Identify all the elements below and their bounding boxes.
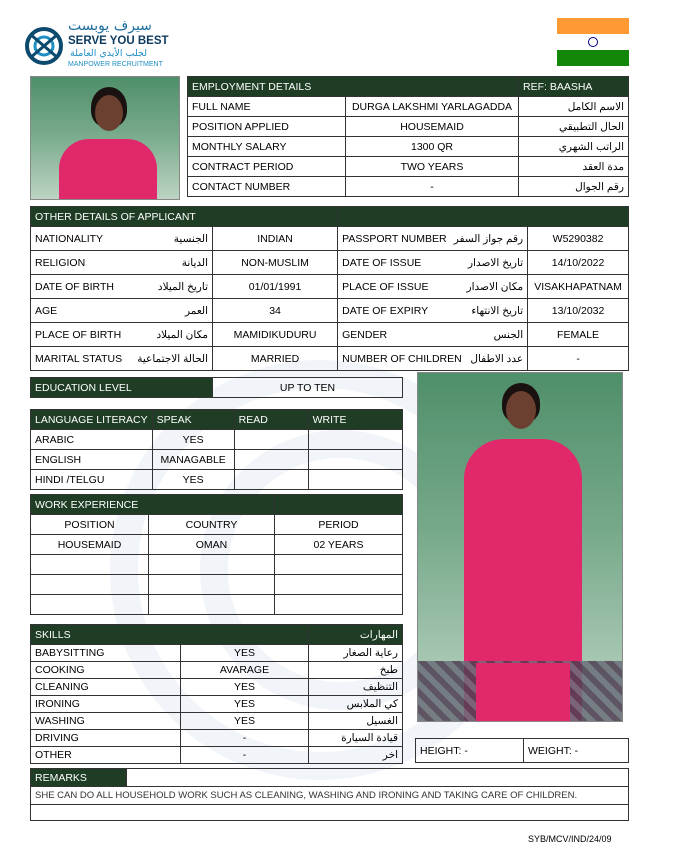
table-row <box>31 662 403 679</box>
row-label-ar: مدة العقد <box>519 157 629 177</box>
row-label-ar: الحال التطبيقي <box>519 117 629 137</box>
work-header-blank <box>275 495 403 515</box>
row-label: CONTRACT PERIOD <box>188 157 346 177</box>
row-label: POSITION APPLIED <box>188 117 346 137</box>
table-row <box>31 747 403 764</box>
document-code: SYB/MCV/IND/24/09 <box>528 834 612 844</box>
row-value: DURGA LAKSHMI YARLAGADDA <box>346 97 519 117</box>
position-value <box>31 595 149 615</box>
skill-label-ar: اخر <box>309 747 403 764</box>
company-logo-icon <box>24 24 64 68</box>
skill-label: WASHING <box>31 713 181 730</box>
row-value: 1300 QR <box>346 137 519 157</box>
weight-value: WEIGHT: - <box>524 739 629 763</box>
logo-arabic: سيرف يوبست <box>68 18 152 34</box>
label-ar: مكان الميلاد <box>156 328 208 341</box>
row-label: MONTHLY SALARY <box>188 137 346 157</box>
table-row <box>31 450 403 470</box>
write-value <box>308 450 402 470</box>
table-row <box>188 97 629 117</box>
logo-name: SERVE YOU BEST <box>68 35 169 47</box>
row-label <box>31 275 213 299</box>
label-ar: رقم جواز السفر <box>453 232 524 245</box>
logo-arabic-sub: لجلب الأيدي العاملة <box>70 48 148 59</box>
skill-label: COOKING <box>31 662 181 679</box>
row-value: W5290382 <box>528 227 629 251</box>
skill-label: CLEANING <box>31 679 181 696</box>
chakra-icon <box>588 37 598 47</box>
label-en: PLACE OF ISSUE <box>342 280 429 293</box>
row-label-ar: رقم الجوال <box>519 177 629 197</box>
row-value: INDIAN <box>213 227 338 251</box>
skill-label: BABYSITTING <box>31 645 181 662</box>
row-value: MARRIED <box>213 347 338 371</box>
table-row <box>188 117 629 137</box>
table-row <box>31 575 403 595</box>
other-details-header: OTHER DETAILS OF APPLICANT <box>31 207 338 227</box>
skill-label: DRIVING <box>31 730 181 747</box>
label-en: GENDER <box>342 328 388 341</box>
height-value: HEIGHT: - <box>416 739 524 763</box>
ref-label: REF: BAASHA <box>519 77 629 97</box>
label-en: DATE OF BIRTH <box>35 280 114 293</box>
remarks-header: REMARKS <box>31 769 127 787</box>
table-row <box>188 137 629 157</box>
row-value: NON-MUSLIM <box>213 251 338 275</box>
label-ar: الجنسية <box>173 232 208 245</box>
skill-label: OTHER <box>31 747 181 764</box>
skill-value: - <box>181 730 309 747</box>
work-experience-table <box>30 494 403 615</box>
row-label <box>338 275 528 299</box>
row-label <box>338 323 528 347</box>
table-row <box>31 227 629 251</box>
applicant-photo-full <box>417 372 623 722</box>
table-row <box>188 177 629 197</box>
row-value: - <box>346 177 519 197</box>
skills-header-ar: المهارات <box>309 625 403 645</box>
row-label <box>31 251 213 275</box>
read-value <box>234 470 308 490</box>
read-header: READ <box>234 410 308 430</box>
row-value: TWO YEARS <box>346 157 519 177</box>
logo-sub: MANPOWER RECRUITMENT <box>68 61 163 68</box>
label-en: NATIONALITY <box>35 232 104 245</box>
row-value: 13/10/2032 <box>528 299 629 323</box>
table-row <box>31 515 403 535</box>
period-value <box>275 575 403 595</box>
skill-label-ar: طبخ <box>309 662 403 679</box>
skill-label-ar: التنظيف <box>309 679 403 696</box>
table-row <box>31 323 629 347</box>
period-value: 02 YEARS <box>275 535 403 555</box>
position-value: HOUSEMAID <box>31 535 149 555</box>
table-row <box>31 275 629 299</box>
language-table <box>30 409 403 490</box>
face <box>95 95 123 131</box>
skill-label: IRONING <box>31 696 181 713</box>
table-row <box>31 535 403 555</box>
row-value: 14/10/2022 <box>528 251 629 275</box>
speak-value: MANAGABLE <box>152 450 234 470</box>
table-row <box>31 645 403 662</box>
label-ar: مكان الاصدار <box>466 280 524 293</box>
period-col: PERIOD <box>275 515 403 535</box>
position-value <box>31 575 149 595</box>
skill-label-ar: الغسيل <box>309 713 403 730</box>
row-label <box>338 299 528 323</box>
row-value: MAMIDIKUDURU <box>213 323 338 347</box>
skills-header: SKILLS <box>31 625 309 645</box>
speak-value: YES <box>152 430 234 450</box>
label-ar: عدد الاطفال <box>470 352 524 365</box>
skill-value: YES <box>181 696 309 713</box>
row-label <box>338 251 528 275</box>
table-row <box>31 347 629 371</box>
row-value: - <box>528 347 629 371</box>
speak-header: SPEAK <box>152 410 234 430</box>
skill-value: YES <box>181 713 309 730</box>
row-value: 01/01/1991 <box>213 275 338 299</box>
skill-value: YES <box>181 679 309 696</box>
label-en: RELIGION <box>35 256 86 269</box>
table-row <box>31 713 403 730</box>
skills-table <box>30 624 403 764</box>
row-label <box>31 323 213 347</box>
row-label <box>31 347 213 371</box>
other-details-header-blank <box>338 207 629 227</box>
row-label <box>338 227 528 251</box>
saree-hem <box>476 663 570 722</box>
table-row <box>31 251 629 275</box>
face <box>506 391 536 429</box>
remarks-text: SHE CAN DO ALL HOUSEHOLD WORK SUCH AS CLEANING, WASHING AND IRONING AND TAKING CARE OF CHILDREN. <box>31 787 629 805</box>
label-ar: تاريخ الاصدار <box>467 256 524 269</box>
write-value <box>308 430 402 450</box>
table-row <box>31 555 403 575</box>
row-label <box>31 299 213 323</box>
write-header: WRITE <box>308 410 402 430</box>
country-col: COUNTRY <box>149 515 275 535</box>
skill-label-ar: كي الملابس <box>309 696 403 713</box>
country-value <box>149 575 275 595</box>
language-header: LANGUAGE LITERACY <box>31 410 153 430</box>
row-label <box>31 227 213 251</box>
label-en: AGE <box>35 304 58 317</box>
row-value: VISAKHAPATNAM <box>528 275 629 299</box>
remarks-table <box>30 768 629 821</box>
country-value <box>149 555 275 575</box>
read-value <box>234 430 308 450</box>
row-value: 34 <box>213 299 338 323</box>
skill-label-ar: رعاية الصغار <box>309 645 403 662</box>
speak-value: YES <box>152 470 234 490</box>
remarks-blank <box>31 805 629 821</box>
table-row <box>188 157 629 177</box>
read-value <box>234 450 308 470</box>
position-col: POSITION <box>31 515 149 535</box>
table-row <box>31 696 403 713</box>
position-value <box>31 555 149 575</box>
skill-value: AVARAGE <box>181 662 309 679</box>
label-en: NUMBER OF CHILDREN <box>342 352 462 365</box>
row-label <box>338 347 528 371</box>
label-ar: تاريخ الانتهاء <box>471 304 524 317</box>
label-en: MARITAL STATUS <box>35 352 123 365</box>
education-table <box>30 377 403 398</box>
table-row <box>31 730 403 747</box>
other-details-table <box>30 206 629 371</box>
table-row <box>31 470 403 490</box>
label-ar: الجنس <box>493 328 524 341</box>
label-ar: الديانة <box>181 256 208 269</box>
india-flag <box>557 18 629 66</box>
skill-label-ar: قيادة السيارة <box>309 730 403 747</box>
skill-value: - <box>181 747 309 764</box>
row-label: CONTACT NUMBER <box>188 177 346 197</box>
label-en: PLACE OF BIRTH <box>35 328 122 341</box>
table-row <box>31 595 403 615</box>
employment-details-table <box>187 76 629 197</box>
table-row <box>31 430 403 450</box>
label-en: PASSPORT NUMBER <box>342 232 447 245</box>
measure-table <box>415 738 629 763</box>
country-value <box>149 595 275 615</box>
row-value: FEMALE <box>528 323 629 347</box>
skill-value: YES <box>181 645 309 662</box>
label-en: DATE OF EXPIRY <box>342 304 429 317</box>
period-value <box>275 595 403 615</box>
period-value <box>275 555 403 575</box>
write-value <box>308 470 402 490</box>
country-value: OMAN <box>149 535 275 555</box>
saree <box>59 139 157 200</box>
label-ar: تاريخ الميلاد <box>157 280 208 293</box>
label-ar: العمر <box>184 304 208 317</box>
row-label-ar: الاسم الكامل <box>519 97 629 117</box>
education-label: EDUCATION LEVEL <box>31 378 213 398</box>
work-header: WORK EXPERIENCE <box>31 495 275 515</box>
row-value: HOUSEMAID <box>346 117 519 137</box>
label-ar: الحالة الاجتماعية <box>137 352 208 365</box>
row-label-ar: الراتب الشهري <box>519 137 629 157</box>
remarks-header-blank <box>127 769 629 787</box>
applicant-photo-small <box>30 76 180 200</box>
language-name: ENGLISH <box>31 450 153 470</box>
language-name: HINDI /TELGU <box>31 470 153 490</box>
language-name: ARABIC <box>31 430 153 450</box>
table-row <box>31 299 629 323</box>
employment-header: EMPLOYMENT DETAILS <box>188 77 519 97</box>
education-value: UP TO TEN <box>213 378 403 398</box>
row-label: FULL NAME <box>188 97 346 117</box>
table-row <box>31 679 403 696</box>
label-en: DATE OF ISSUE <box>342 256 422 269</box>
